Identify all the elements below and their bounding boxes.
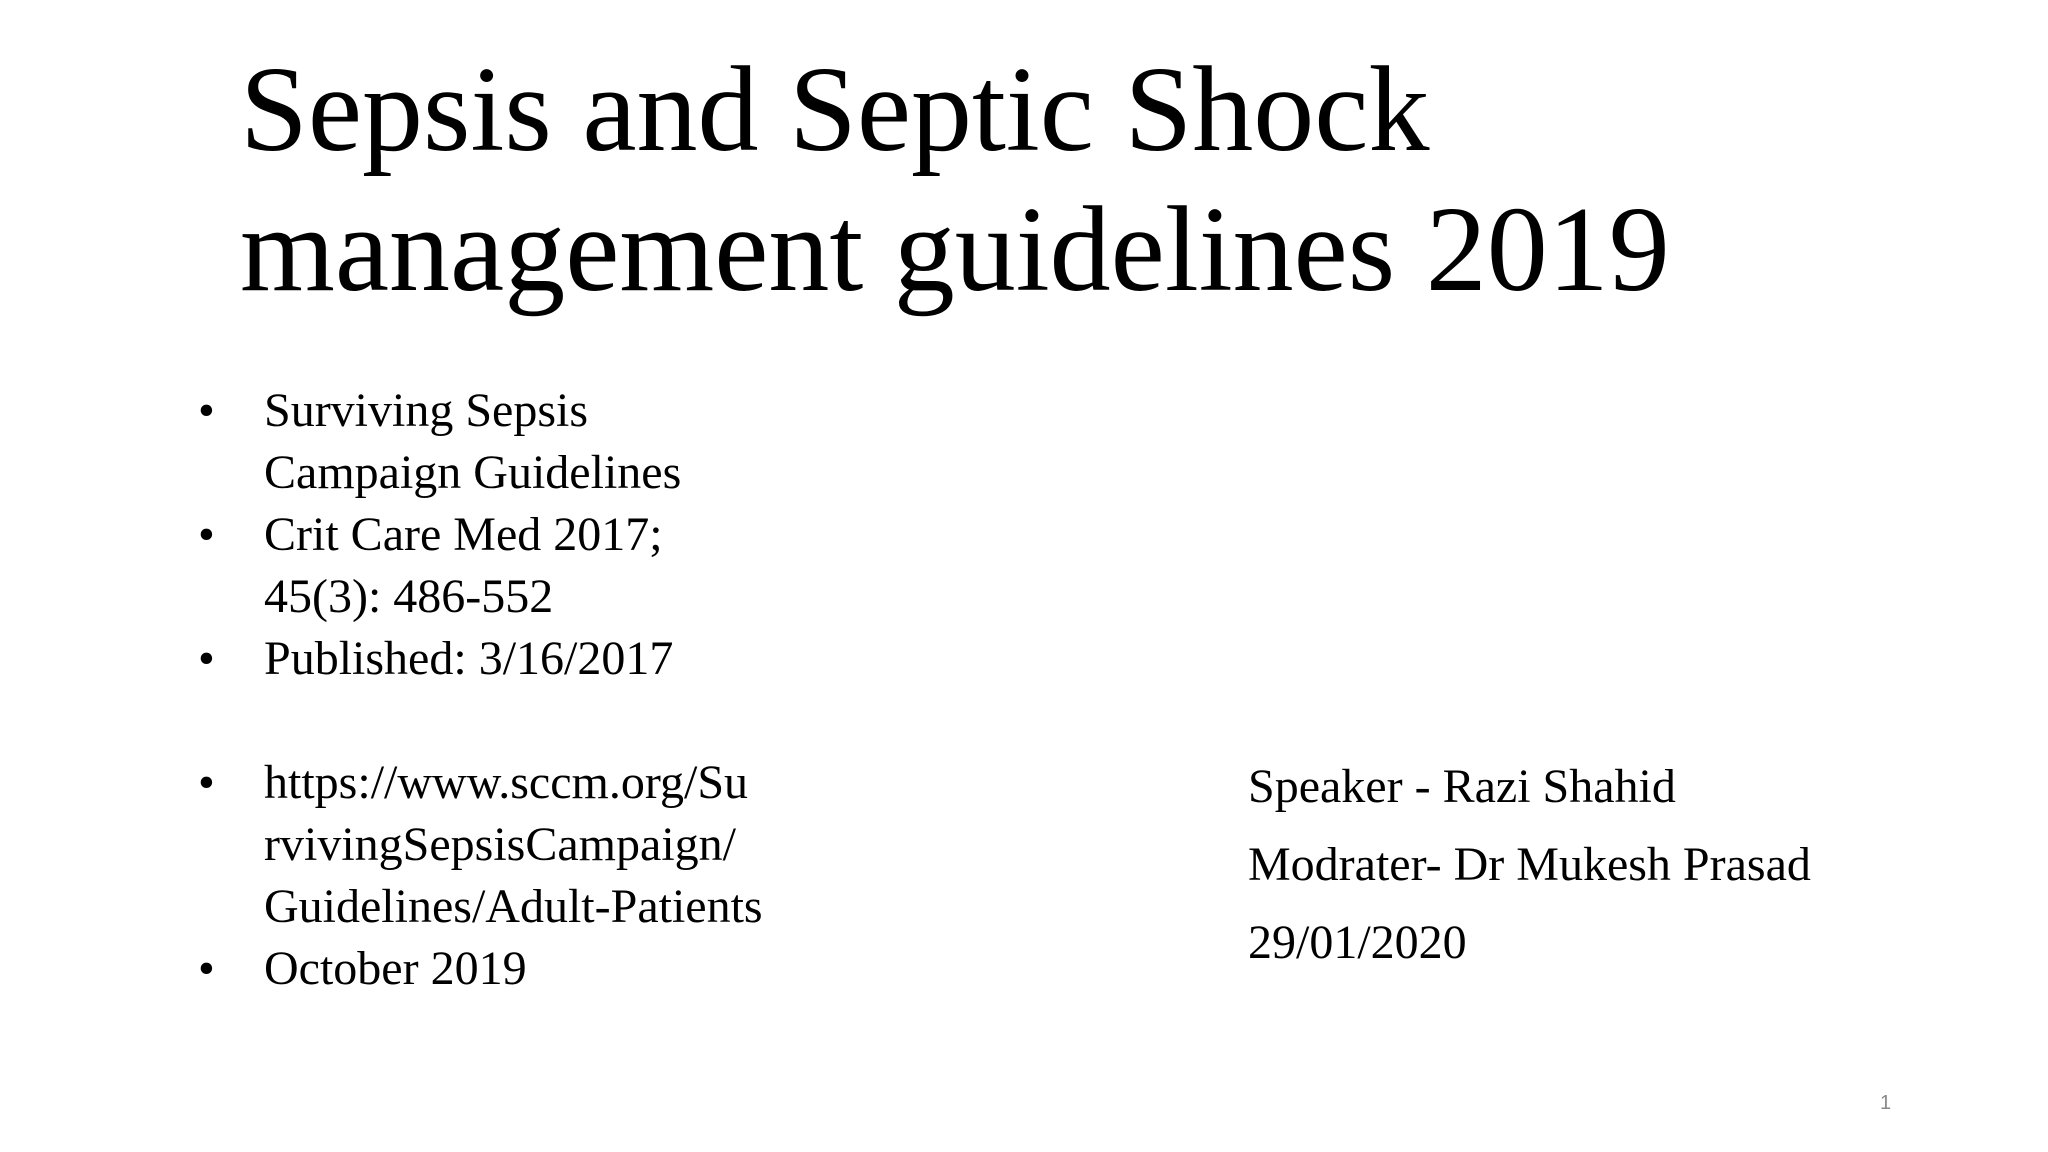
bullet-item-guidelines <box>198 380 898 504</box>
bullet-item-journal <box>198 504 898 628</box>
reference-bullet-list <box>198 380 898 1000</box>
bullet-line: Campaign Guidelines <box>264 446 682 499</box>
bullet-line: • Crit Care Med 2017; <box>264 508 663 561</box>
title-line-1: Sepsis and Septic Shock <box>240 42 1430 177</box>
bullet-line: • Published: 3/16/2017 <box>264 632 674 685</box>
title-line-2: management guidelines 2019 <box>240 182 1670 317</box>
bullet-line: • October 2019 <box>264 942 527 995</box>
bullet-line: rvivingSepsisCampaign/ <box>264 818 736 871</box>
bullet-line: • Surviving Sepsis <box>264 384 589 437</box>
bullet-line: Guidelines/Adult-Patients <box>264 880 763 933</box>
presenter-info <box>1248 748 1811 982</box>
bullet-item-published <box>198 628 898 690</box>
page-number: 1 <box>1880 1092 1892 1114</box>
slide-title <box>240 40 1940 320</box>
presentation-date: 29/01/2020 <box>1248 916 1467 969</box>
bullet-line: 45(3): 486-552 <box>264 570 554 623</box>
bullet-item-url <box>198 752 898 938</box>
bullet-line: • https://www.sccm.org/Su <box>264 756 749 809</box>
moderator-name: Modrater- Dr Mukesh Prasad <box>1248 838 1811 891</box>
speaker-name: Speaker - Razi Shahid <box>1248 760 1676 813</box>
bullet-item-date <box>198 938 898 1000</box>
